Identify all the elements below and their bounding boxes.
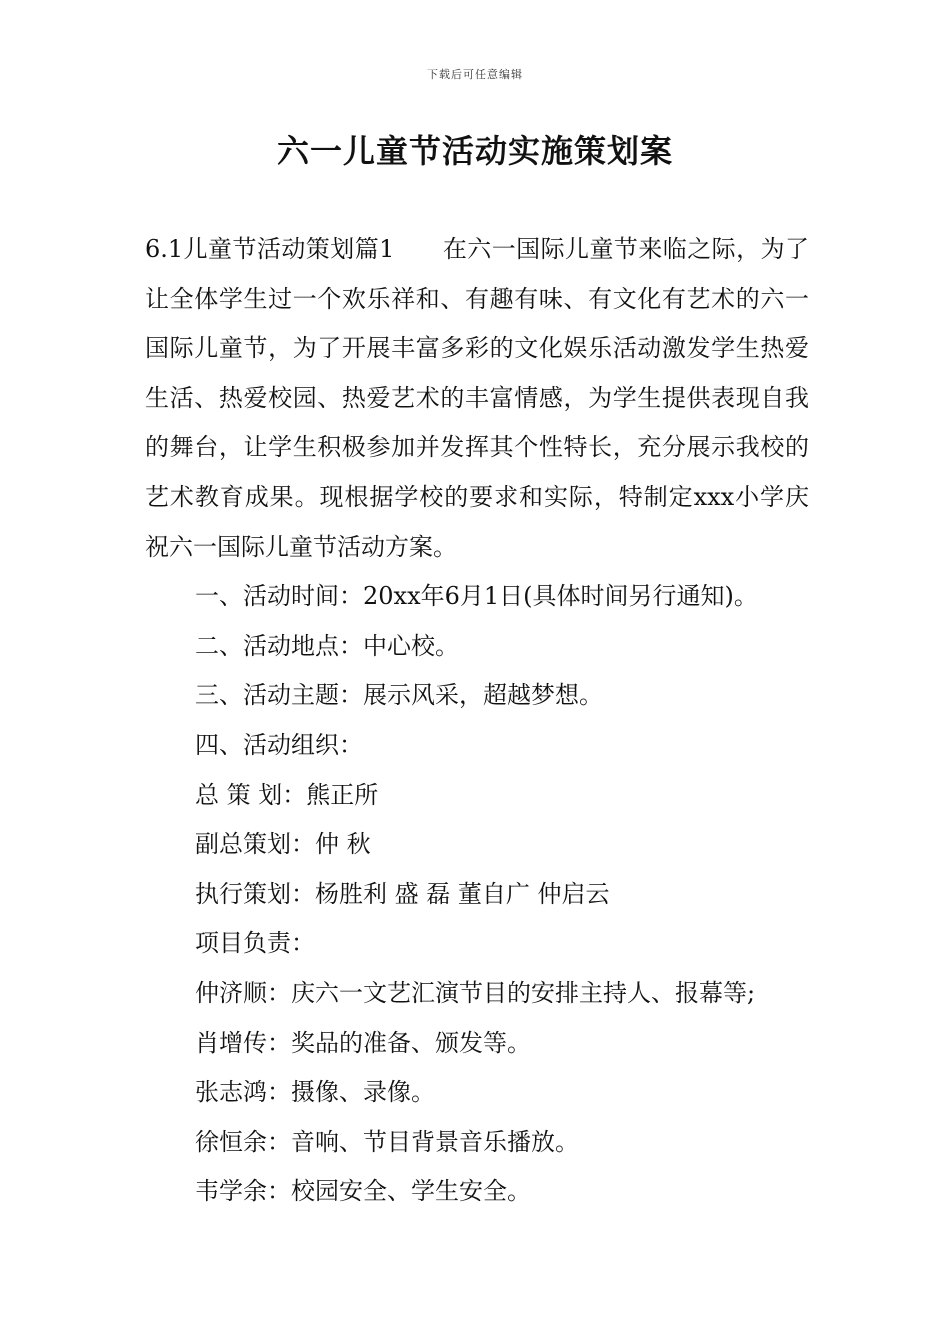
item-lead-safety: 韦学余：校园安全、学生安全。 bbox=[195, 1177, 531, 1206]
item-chief-planner: 总 策 划：熊正所 bbox=[195, 780, 379, 809]
item-activity-time: 一、活动时间：20xx年6月1日(具体时间另行通知)。 bbox=[195, 582, 758, 611]
intro-paragraph bbox=[145, 225, 809, 572]
item-lead-prizes: 肖增传：奖品的准备、颁发等。 bbox=[195, 1028, 531, 1057]
item-lead-performance: 仲济顺：庆六一文艺汇演节目的安排主持人、报幕等; bbox=[195, 978, 756, 1007]
item-executive-planners: 执行策划：杨胜利 盛 磊 董自广 仲启云 bbox=[195, 879, 610, 908]
item-lead-audio: 徐恒余：音响、节目背景音乐播放。 bbox=[195, 1127, 579, 1156]
document-title: 六一儿童节活动实施策划案 bbox=[276, 132, 673, 170]
item-deputy-planner: 副总策划：仲 秋 bbox=[195, 830, 371, 859]
item-activity-location: 二、活动地点：中心校。 bbox=[195, 631, 459, 660]
item-project-leads: 项目负责： bbox=[195, 929, 315, 958]
intro-text: 在六一国际儿童节来临之际，为了让全体学生过一个欢乐祥和、有趣有味、有文化有艺术的六一国际儿童节，为了开展丰富多彩的文化娱乐活动激发学生热爱生活、热爱校园、热爱艺术的丰富情感，为学生提供表现自我的舞台，让学生积极参加并发挥其个性特长，充分展示我校的艺术教育成果。现根据学校的要求和实际，特制定xxx小学庆祝六一国际儿童节活动方案。 bbox=[145, 235, 810, 561]
item-activity-theme: 三、活动主题：展示风采，超越梦想。 bbox=[195, 681, 603, 710]
intro-heading: 6.1儿童节活动策划篇1 bbox=[145, 235, 395, 263]
document-body bbox=[145, 225, 809, 1217]
item-lead-video: 张志鸿：摄像、录像。 bbox=[195, 1078, 435, 1107]
item-activity-organization: 四、活动组织： bbox=[195, 730, 363, 759]
header-note: 下载后可任意编辑 bbox=[427, 68, 523, 81]
